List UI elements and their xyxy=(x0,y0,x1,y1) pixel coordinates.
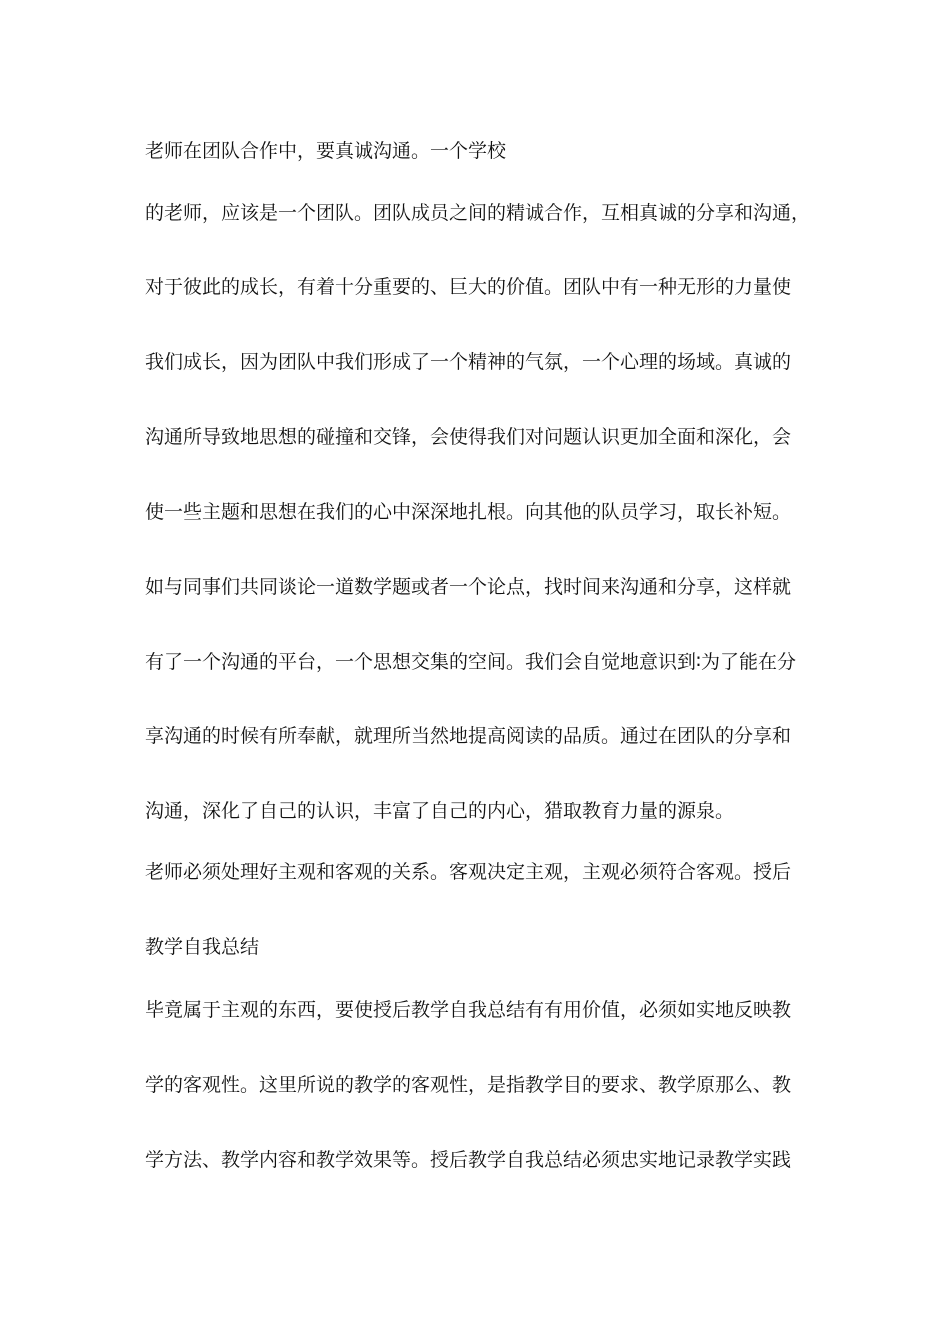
text-line: 的老师，应该是一个团队。团队成员之间的精诚合作，互相真诚的分享和沟通， xyxy=(145,202,811,224)
text-line: 沟通所导致地思想的碰撞和交锋，会使得我们对问题认识更加全面和深化，会 xyxy=(145,426,792,448)
text-line: 有了一个沟通的平台，一个思想交集的空间。我们会自觉地意识到∶为了能在分 xyxy=(145,651,796,673)
text-line: 学方法、教学内容和教学效果等。授后教学自我总结必须忠实地记录教学实践 xyxy=(145,1149,792,1171)
section-heading: 教学自我总结 xyxy=(145,936,260,958)
text-line: 如与同事们共同谈论一道数学题或者一个论点，找时间来沟通和分享，这样就 xyxy=(145,576,792,598)
text-line: 沟通，深化了自己的认识，丰富了自己的内心，猎取教育力量的源泉。 xyxy=(145,800,735,822)
text-line: 老师在团队合作中，要真诚沟通。一个学校 xyxy=(145,140,507,162)
text-line: 使一些主题和思想在我们的心中深深地扎根。向其他的队员学习，取长补短。 xyxy=(145,501,792,523)
text-line: 老师必须处理好主观和客观的关系。客观决定主观，主观必须符合客观。授后 xyxy=(145,861,792,883)
text-line: 我们成长，因为团队中我们形成了一个精神的气氛，一个心理的场域。真诚的 xyxy=(145,351,792,373)
text-line: 毕竟属于主观的东西，要使授后教学自我总结有有用价值，必须如实地反映教 xyxy=(145,999,792,1021)
text-line: 对于彼此的成长，有着十分重要的、巨大的价值。团队中有一种无形的力量使 xyxy=(145,276,792,298)
text-line: 享沟通的时候有所奉献，就理所当然地提高阅读的品质。通过在团队的分享和 xyxy=(145,725,792,747)
text-line: 学的客观性。这里所说的教学的客观性，是指教学目的要求、教学原那么、教 xyxy=(145,1074,792,1096)
